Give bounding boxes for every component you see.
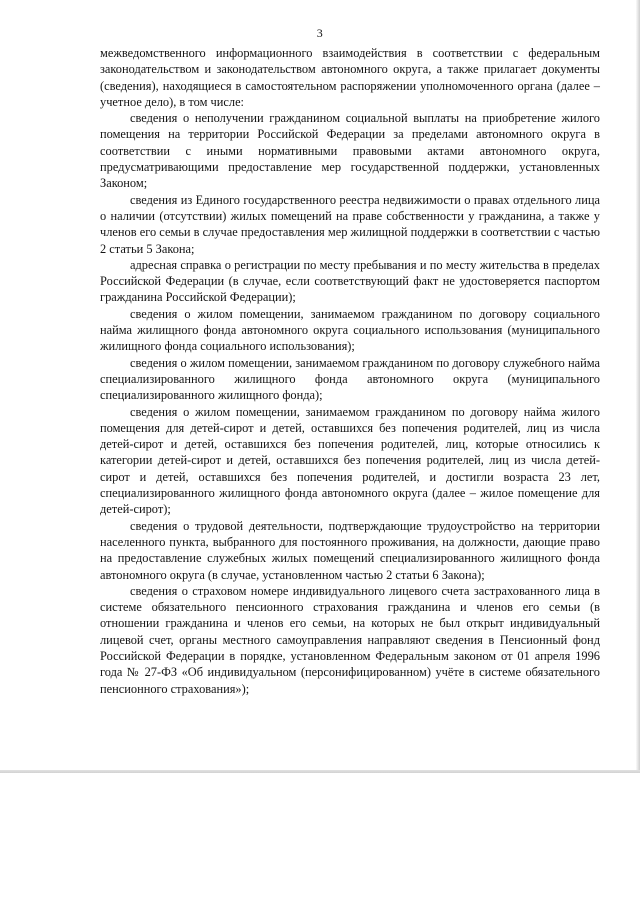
paragraph-intro-continuation: межведомственного информационного взаимодействия в соответствии с федеральным законодательством и законодательством автономного округа, а также прилагает документы (сведения), находящиеся в самостоятельном распоряжении уполномоченного органа (далее – учетное дело), в том числе: — [100, 46, 600, 109]
paragraph-service-tenancy: сведения о жилом помещении, занимаемом гражданином по договору служебного найма специализированного жилищного фонда автономного округа (муниципального специализированного жилищного фонда); — [100, 355, 600, 403]
paragraph-address-certificate: адресная справка о регистрации по месту пребывания и по месту жительства в пределах Российской Федерации (в случае, если соответствующий факт не удостоверяется паспортом гражданина Российской Федерации); — [100, 257, 600, 305]
paragraph-orphan-housing: сведения о жилом помещении, занимаемом гражданином по договору найма жилого помещения для детей-сирот и детей, оставшихся без попечения родителей, лиц из числа детей-сирот и детей, оставшихся без попечения родителей, лиц, которые относились к категории детей-сирот и детей, оставшихся без попечения родителей, лиц из числа детей-сирот и детей, оставшихся без попечения родителей, и достигли возраста 23 лет, специализированного жилищного фонда автономного округа (далее – жилое помещение для детей-сирот); — [100, 404, 600, 517]
paragraph-pension-insurance: сведения о страховом номере индивидуального лицевого счета застрахованного лица в системе обязательного пенсионного страхования гражданина и членов его семьи (в отношении гражданина и членов его семьи, на которых не был открыт индивидуальный лицевой счет, органы местного самоуправления направляют сведения в Пенсионный фонд Российской Федерации в порядке, установленном Федеральным законом от 01 апреля 1996 года № 27-ФЗ «Об индивидуальном (персонифицированном) учёте в системе обязательного пенсионного страхования»); — [100, 583, 600, 696]
scan-right-edge — [636, 0, 640, 773]
paragraph-social-tenancy: сведения о жилом помещении, занимаемом гражданином по договору социального найма жилищного фонда автономного округа социального использования (муниципального жилищного фонда социального использования); — [100, 306, 600, 354]
document-body — [100, 45, 600, 697]
page-number: 3 — [316, 26, 324, 40]
paragraph-real-estate-registry: сведения из Единого государственного реестра недвижимости о правах отдельного лица о наличии (отсутствии) жилых помещений на праве собственности у гражданина, а также у членов его семьи в случае предоставления мер жилищной поддержки в соответствии с частью 2 статьи 5 Закона; — [100, 192, 600, 256]
paragraph-no-social-payment: сведения о неполучении гражданином социальной выплаты на приобретение жилого помещения на территории Российской Федерации за пределами автономного округа в соответствии с иными нормативными правовыми актами автономного округа, предусматривающими предоставление мер государственной поддержки, установленных Законом; — [100, 111, 600, 191]
scan-bottom-edge — [0, 770, 640, 773]
paragraph-employment: сведения о трудовой деятельности, подтверждающие трудоустройство на территории населенного пункта, выбранного для постоянного проживания, на должности, дающие право на предоставление служебных жилых помещений специализированного жилищного фонда автономного округа (в случае, установленном частью 2 статьи 6 Закона); — [100, 518, 600, 582]
